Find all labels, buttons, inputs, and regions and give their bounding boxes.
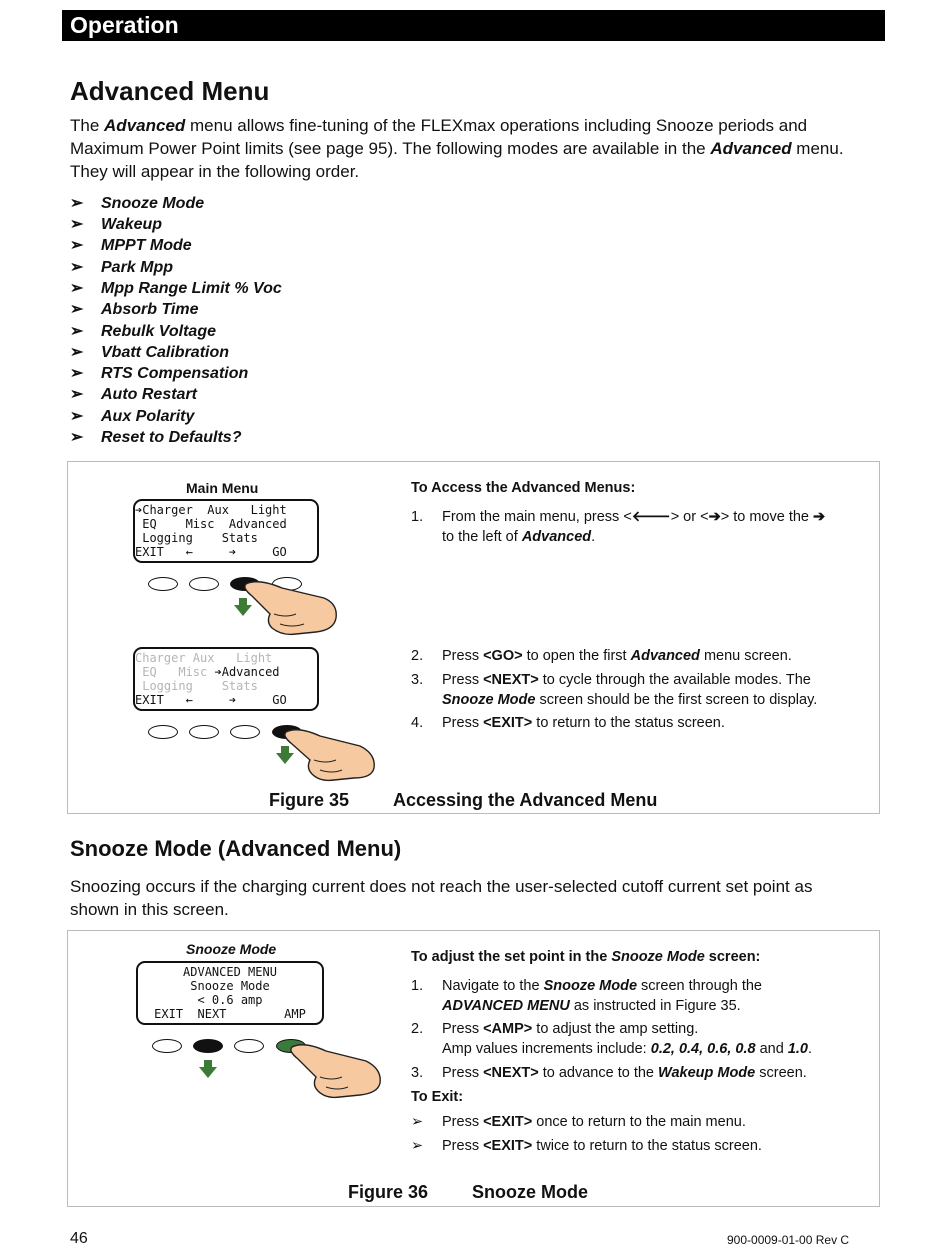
step-3: 3. Press <NEXT> to cycle through the available modes. The Snooze Mode screen should be the first screen to display. — [411, 672, 818, 708]
soft-button-1[interactable] — [152, 1039, 182, 1053]
bullet-arrow-icon: ➢ — [411, 1114, 424, 1130]
list-item: ➢ Mpp Range Limit % Voc — [70, 280, 282, 297]
main-menu-label: Main Menu — [186, 480, 259, 496]
soft-button-2[interactable] — [189, 577, 219, 591]
list-item: ➢ MPPT Mode — [70, 237, 192, 254]
selector-arrow-icon: ➔ — [135, 503, 143, 517]
page-title: Advanced Menu — [70, 76, 270, 106]
bullet-arrow-icon: ➢ — [70, 365, 84, 382]
bullet-arrow-icon: ➢ — [70, 386, 84, 403]
step-1: 1. From the main menu, press <🡐> or <➔> to move the ➔ to the left of Advanced. — [411, 509, 826, 545]
bullet-arrow-icon: ➢ — [70, 301, 84, 318]
section-header-title: Operation — [70, 12, 179, 38]
selector-arrow-icon: ➔ — [813, 509, 826, 525]
figure-36-heading: To adjust the set point in the Snooze Mode screen: — [411, 949, 761, 965]
step-1: 1. Navigate to the Snooze Mode screen through the ADVANCED MENU as instructed in Figure 35. — [411, 978, 762, 1014]
figure-35-number: Figure 35 — [269, 790, 350, 810]
lcd-screen-main-menu: ➔Charger Aux Light EQ Misc Advanced Logging Stats EXIT ← ➔ GO — [133, 499, 319, 563]
figure-36 — [67, 930, 880, 1207]
exit-heading: To Exit: — [411, 1089, 464, 1105]
figure-35-heading: To Access the Advanced Menus: — [411, 480, 636, 496]
intro-paragraph: The Advanced menu allows fine-tuning of the FLEXmax operations including Snooze periods and Maximum Power Point limits (see page 95). The following modes are available in the Advanced menu. They will appear in the following order. — [70, 116, 844, 181]
list-item: ➢ RTS Compensation — [70, 365, 249, 382]
step-2: 2. Press <AMP> to adjust the amp setting. Amp values increments include: 0.2, 0.4, 0.6, 0.8 and 1.0. — [411, 1021, 813, 1057]
step-4: 4. Press <EXIT> to return to the status screen. — [411, 715, 725, 731]
bullet-arrow-icon: ➢ — [70, 344, 84, 361]
lcd-screen-advanced-selected: Charger Aux Light EQ Misc ➔Advanced Logging Stats EXIT ← ➔ GO — [133, 647, 319, 711]
figure-36-title: Snooze Mode — [472, 1182, 588, 1202]
snooze-paragraph: Snoozing occurs if the charging current does not reach the user-selected cutoff current set point as shown in this screen. — [70, 877, 813, 919]
list-item: ➢ Wakeup — [70, 216, 163, 233]
soft-button-3[interactable] — [234, 1039, 264, 1053]
list-item: ➢ Snooze Mode — [70, 195, 205, 212]
selector-arrow-icon: ➔ — [214, 665, 222, 679]
press-arrow-icon — [199, 1067, 217, 1078]
bullet-arrow-icon: ➢ — [70, 237, 84, 254]
section-header-bar — [62, 10, 885, 41]
page-number: 46 — [70, 1230, 88, 1247]
bullet-arrow-icon: ➢ — [411, 1138, 424, 1154]
right-arrow-icon: ➔ — [708, 509, 721, 525]
bullet-arrow-icon: ➢ — [70, 429, 84, 446]
snooze-mode-label: Snooze Mode — [186, 941, 277, 957]
bullet-arrow-icon: ➢ — [70, 408, 84, 425]
exit-item-1: ➢ Press <EXIT> once to return to the main menu. — [411, 1113, 851, 1133]
lcd-screen-snooze-mode: ADVANCED MENU Snooze Mode < 0.6 amp EXIT NEXT AMP — [136, 961, 324, 1025]
figure-35 — [67, 461, 880, 814]
bullet-arrow-icon: ➢ — [70, 259, 84, 276]
pressing-hand-icon — [286, 1037, 386, 1099]
list-item: ➢ Aux Polarity — [70, 408, 195, 425]
step-2: 2. Press <GO> to open the first Advanced menu screen. — [411, 648, 792, 664]
soft-button-3[interactable] — [230, 725, 260, 739]
exit-item-2: ➢ Press <EXIT> twice to return to the status screen. — [411, 1137, 851, 1157]
bullet-arrow-icon: ➢ — [70, 323, 84, 340]
list-item: ➢ Vbatt Calibration — [70, 344, 230, 361]
list-item: ➢ Auto Restart — [70, 386, 198, 403]
left-arrow-icon: 🡐 — [631, 509, 671, 525]
soft-button-1[interactable] — [148, 577, 178, 591]
list-item: ➢ Park Mpp — [70, 259, 174, 276]
bullet-arrow-icon: ➢ — [70, 195, 84, 212]
document-revision: 900-0009-01-00 Rev C — [727, 1233, 850, 1247]
figure-35-title: Accessing the Advanced Menu — [393, 790, 658, 810]
bullet-arrow-icon: ➢ — [70, 280, 84, 297]
figure-36-number: Figure 36 — [348, 1182, 429, 1202]
soft-button-1[interactable] — [148, 725, 178, 739]
pressing-hand-icon — [238, 574, 348, 636]
soft-button-2[interactable] — [189, 725, 219, 739]
section-title-snooze: Snooze Mode (Advanced Menu) — [70, 836, 402, 861]
soft-button-2[interactable] — [193, 1039, 223, 1053]
bullet-arrow-icon: ➢ — [70, 216, 84, 233]
pressing-hand-icon — [280, 722, 380, 782]
list-item: ➢ Absorb Time — [70, 301, 199, 318]
step-3: 3. Press <NEXT> to advance to the Wakeup Mode screen. — [411, 1065, 807, 1081]
list-item: ➢ Reset to Defaults? — [70, 429, 242, 446]
list-item: ➢ Rebulk Voltage — [70, 323, 216, 340]
